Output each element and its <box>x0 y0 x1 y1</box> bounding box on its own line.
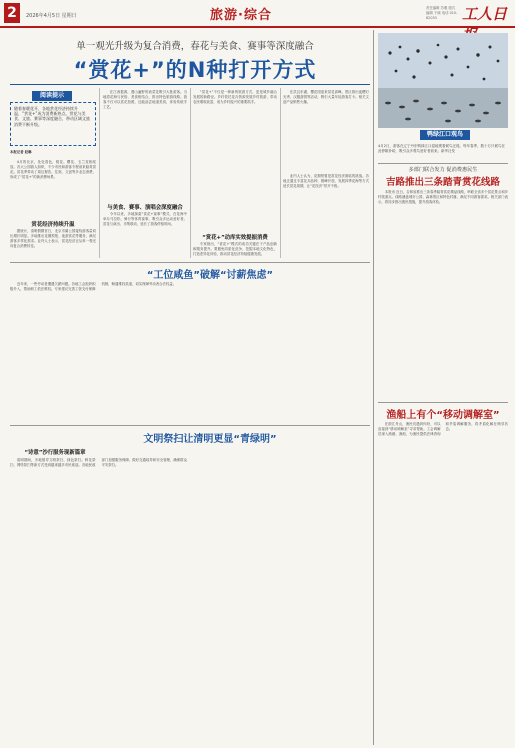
note-text: 随着春暖花开，各地赏花经济持续升温，“赏花+”成为消费新热点。赏花与美食、文旅、赛事等深度融合，带动区域文旅消费不断升级。 <box>14 106 90 127</box>
right-mid-text <box>378 422 508 742</box>
lead-rule <box>10 84 370 85</box>
bird-photo <box>378 33 508 128</box>
note-title: 阅读提示 <box>32 91 72 101</box>
lead-headline: “赏花+”的N种打开方式 <box>73 58 317 82</box>
section-divider <box>378 402 508 403</box>
paragraph: 在武汉东湖，樱花园迎来赏花高峰。景区推出夜樱灯光秀、汉服游园等活动，吸引大量年轻游客打卡。相关文创产品销售火爆。 <box>283 90 369 104</box>
photo-caption: 4月2日，游客在辽宁丹东鸭绿江口湿地观看候鸟迁徙。每年春季，数十万只候鸟在此停歇补给，吸引众多观鸟爱好者前来。新华社发 <box>378 144 505 153</box>
mid-story-text <box>10 282 370 422</box>
section-divider <box>378 163 508 164</box>
right-mid-headline: 渔船上有个“移动调解室” <box>386 410 500 421</box>
byline: 本报记者 赵琳 <box>10 150 32 154</box>
paragraph: 本报讯 近日，吉林省推出三条春季踏青赏花精品线路，串联全省多个赏花景点和乡村旅游点。线路涵盖城市公园、森林景区和特色村落，满足不同游客需求。相关部门表示，将同步推出惠民措施，提升游客体验。 <box>378 190 508 204</box>
article-col-b-2 <box>103 212 187 260</box>
bottom-story-headline: 文明祭扫让清明更显“青绿明” <box>143 434 277 445</box>
issue-date: 2026年4月5日 星期日 <box>26 13 77 19</box>
bottom-subhead: “诗意”沙行服务现新篇章 <box>24 450 86 456</box>
right-story-text <box>378 190 508 400</box>
article-col-c-2 <box>193 242 277 260</box>
column-divider <box>280 88 281 258</box>
article-col-a-1 <box>10 160 96 218</box>
article-col-d-2 <box>283 174 369 260</box>
paragraph: 在江西婺源，漫山遍野的油菜花吸引大批游客。当地将花海与民俗、美食相结合，推出特色旅游线路。游客不仅可以赏花拍照，还能品尝地道美食，体验传统手工艺。 <box>103 90 187 109</box>
subhead-c1: “赏花+”动库实效提振消费 <box>202 235 268 241</box>
newspaper-logo: 工人日 <box>462 5 508 23</box>
paragraph: 今年以来，多地探索“赏花+赛事”模式，在花海中举办马拉松、骑行等体育赛事，吸引众多运动爱好者。赏花与演出、市集联动，延长了游客停留时间。 <box>103 212 187 226</box>
paragraph: 4月的北京，处处春色，桃花、樱花、玉兰竞相绽放。各大公园游人如织，不少市民和游客专程前来踏青赏花。赏花季带动了周边餐饮、住宿、文创等多业态消费，形成了“赏花+”的新消费场景。 <box>10 160 96 179</box>
editor-credits: 责任编辑 苏雅 版式编辑 于晓 电话 010-82033 <box>426 6 458 20</box>
lead-kicker: 单一观光升级为复合消费，春花与美食、赛事等深度融合 <box>76 41 314 52</box>
article-col-d-1 <box>283 90 369 170</box>
birds-illustration <box>378 33 508 128</box>
subhead-b1: 与美食、赛事、演唱会深度融合 <box>107 205 183 211</box>
mid-story-headline: “工位咸鱼”破解“讨薪焦虑” <box>146 270 274 281</box>
paragraph: 据统计，清明假期首日，北京市属公园接待游客量同比增长明显。多地推出花期预报、夜游赏花等服务，满足游客多样化需求。业内人士表示，赏花经济正从单一观光向复合消费转变。 <box>10 229 96 248</box>
reading-note <box>10 102 96 146</box>
section-title: 旅游·综合 <box>210 8 272 23</box>
bottom-story-text <box>10 458 370 743</box>
column-divider <box>99 88 100 258</box>
subhead-a1: 赏花经济持续升温 <box>31 222 75 228</box>
paragraph: 近年来，一些劳动者遭遇欠薪问题。各地工会组织积极介入，帮助职工依法维权。专家建议完善工资支付保障机制，畅通维权渠道，切实保障劳动者合法权益。 <box>10 282 177 291</box>
column-divider <box>373 30 374 745</box>
page-header <box>0 0 515 28</box>
right-story-headline: 吉路推出三条踏青赏花线路 <box>385 177 500 188</box>
article-col-b-1 <box>103 90 187 200</box>
section-divider <box>10 425 370 426</box>
paragraph: 专家指出，“赏花+”模式的成功关键在于产品创新和服务提升。要避免同质化竞争，挖掘本地文化特色，打造差异化体验，推动赏花经济持续健康发展。 <box>193 242 277 256</box>
section-divider <box>10 262 370 263</box>
page-number: 2 <box>4 3 20 23</box>
paragraph: 在浙江舟山，渔民们遇到纠纷，可以直接到“移动调解室”寻求帮助。工会调解员深入渔港、渔船，为渔民提供法律咨询和矛盾调解服务，将矛盾化解在萌芽状态。 <box>378 422 508 436</box>
column-divider <box>190 88 191 258</box>
photo-title: 鸭绿江口观鸟 <box>420 130 470 140</box>
paragraph: 清明期间，多地倡导文明祭扫、绿色祭扫。鲜花祭扫、网络祭扫等新方式受到越来越多市民欢迎。各地民政部门加强服务保障，做好交通疏导和安全管理，确保群众平安祭扫。 <box>10 458 187 467</box>
article-col-c-1 <box>193 90 277 230</box>
paragraph: “赏花+”不仅是一种新的旅游方式，更是城乡融合发展的新路径。乡村依托花卉资源发展乡村旅游，带动农民增收致富，成为乡村振兴的重要抓手。 <box>193 90 277 104</box>
paragraph: 业内人士认为，花期短暂是赏花经济面临的挑战。各地正通过丰富花卉品种、错峰开放、发展四季花海等方式延长赏花周期，让“花经济”常开不败。 <box>283 174 369 188</box>
right-story-kicker: 多部门联合发力 促消费惠民生 <box>408 167 478 173</box>
